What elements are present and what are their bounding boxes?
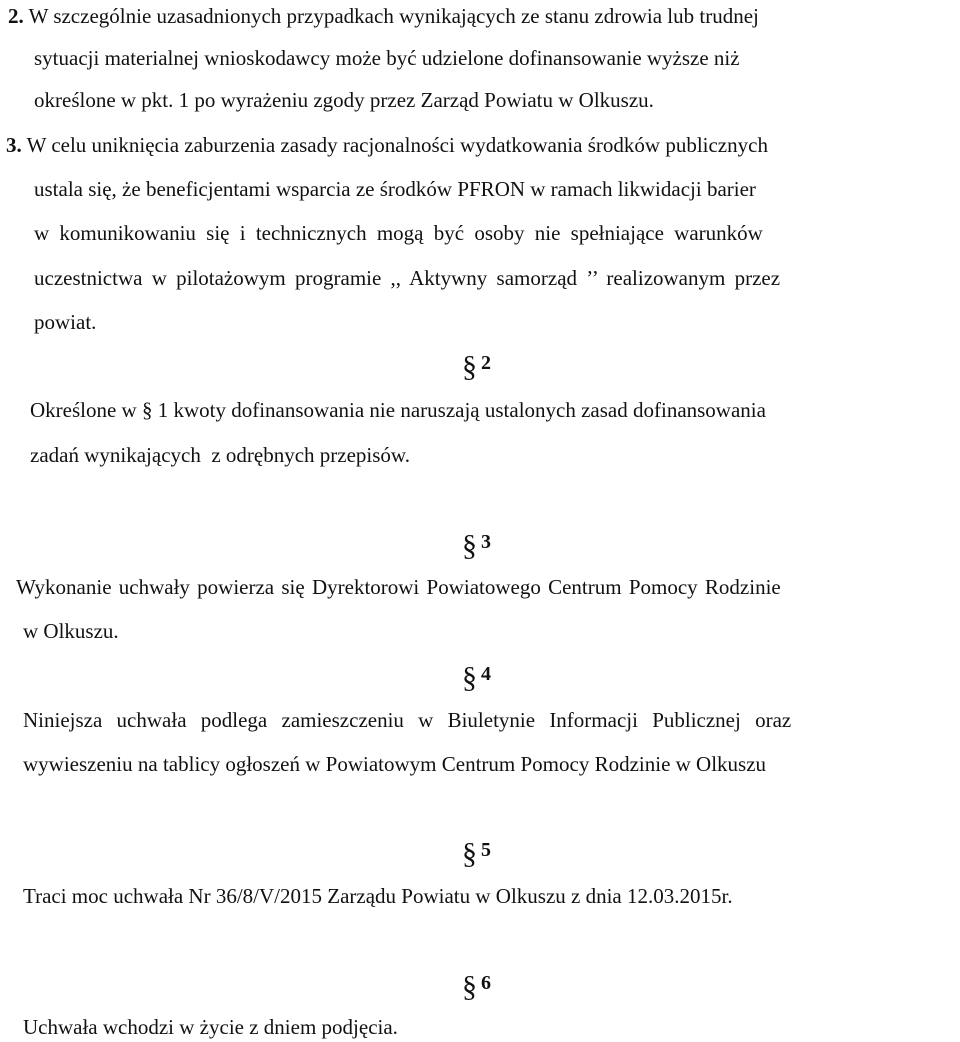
section-symbol: § (462, 529, 477, 562)
section-number: 3 (481, 531, 491, 553)
point-3-line-2: ustala się, że beneficjentami wsparcia ze środków PFRON w ramach likwidacji barier (34, 177, 756, 201)
section-2-line-2: zadań wynikających z odrębnych przepisów. (30, 443, 410, 467)
point-3-line-5: powiat. (34, 310, 97, 334)
point-3-text-line-1: W celu uniknięcia zaburzenia zasady racjonalności wydatkowania środków publicznych (26, 133, 768, 157)
point-2-line-2: sytuacji materialnej wnioskodawcy może być udzielone dofinansowanie wyższe niż (34, 46, 740, 70)
section-symbol: § (462, 837, 477, 870)
point-2-text-line-1: W szczególnie uzasadnionych przypadkach wynikających ze stanu zdrowia lub trudnej (28, 4, 759, 28)
point-3-number: 3. (6, 133, 22, 157)
section-2-line-1: Określone w § 1 kwoty dofinansowania nie naruszają ustalonych zasad dofinansowania (30, 398, 766, 422)
section-4-line-2: wywieszeniu na tablicy ogłoszeń w Powiatowym Centrum Pomocy Rodzinie w Olkuszu (23, 752, 767, 776)
section-4-heading (462, 663, 491, 693)
section-number: 6 (481, 972, 491, 994)
section-symbol: § (462, 970, 477, 1003)
section-number: 4 (481, 663, 491, 685)
section-5-line-1: Traci moc uchwała Nr 36/8/V/2015 Zarządu Powiatu w Olkuszu z dnia 12.03.2015r. (23, 884, 733, 908)
section-symbol: § (462, 661, 477, 694)
point-2-line-3: określone w pkt. 1 po wyrażeniu zgody przez Zarząd Powiatu w Olkuszu. (34, 88, 654, 112)
point-3-line-4: uczestnictwa w pilotażowym programie ,, Aktywny samorząd ’’ realizowanym przez (34, 266, 781, 290)
section-3-line-1: Wykonanie uchwały powierza się Dyrektorowi Powiatowego Centrum Pomocy Rodzinie (16, 575, 781, 599)
point-2-number: 2. (8, 4, 24, 28)
section-4-line-1: Niniejsza uchwała podlega zamieszczeniu w Biuletynie Informacji Publicznej oraz (23, 708, 792, 732)
point-3-line-3: w komunikowaniu się i technicznych mogą być osoby nie spełniające warunków (34, 221, 763, 245)
section-3-heading (462, 531, 491, 561)
section-number: 5 (481, 839, 491, 861)
section-6-line-1: Uchwała wchodzi w życie z dniem podjęcia. (23, 1015, 398, 1039)
section-symbol: § (462, 350, 477, 383)
point-3-line-1 (6, 133, 768, 157)
section-number: 2 (481, 352, 491, 374)
section-5-heading (462, 839, 491, 869)
section-6-heading (462, 972, 491, 1002)
section-3-line-2: w Olkuszu. (23, 619, 119, 643)
section-2-heading (462, 352, 491, 382)
point-2-line-1 (8, 4, 954, 28)
